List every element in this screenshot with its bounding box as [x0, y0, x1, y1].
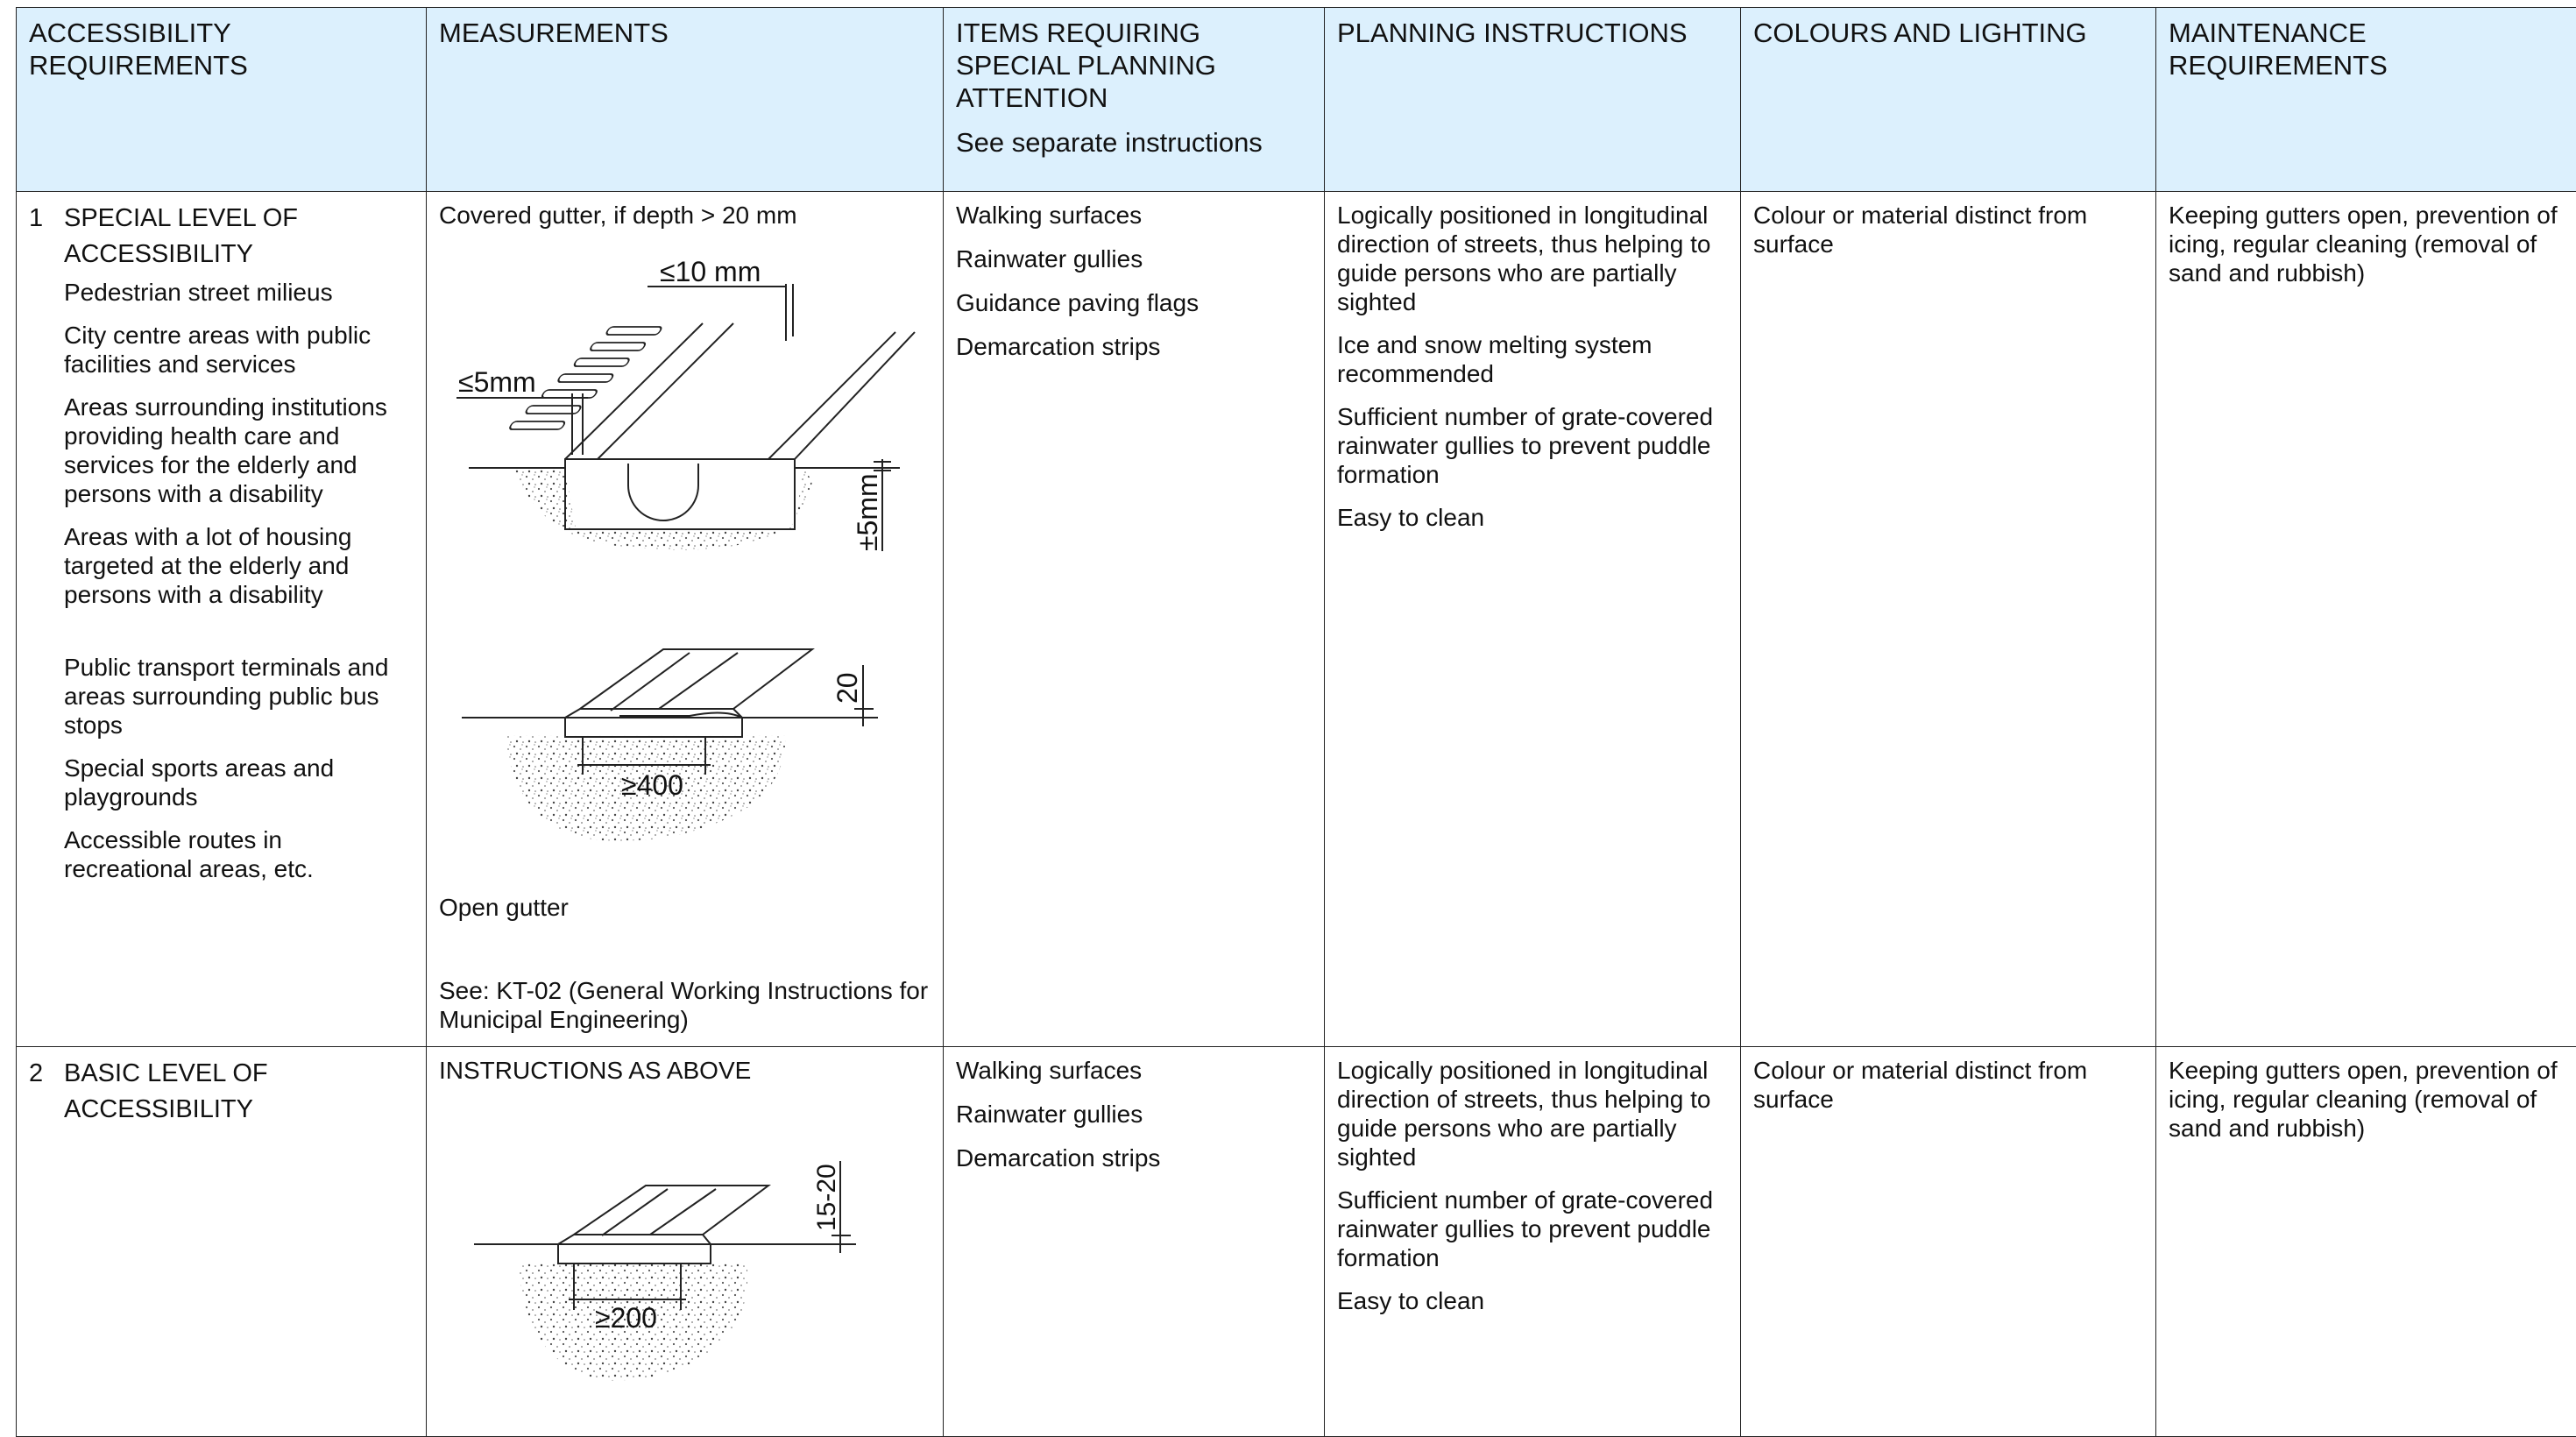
header-planning-instructions: PLANNING INSTRUCTIONS: [1325, 8, 1741, 192]
colours-text: Colour or material distinct from surface: [1741, 192, 2155, 258]
open-height-label: 15-20: [812, 1164, 841, 1231]
open-height-label: 20: [832, 672, 863, 704]
maintenance-text: Keeping gutters open, prevention of icing, regular cleaning (removal of sand and rubbish): [2156, 1047, 2576, 1143]
list-item: Special sports areas and playgrounds: [64, 754, 414, 811]
colours-text: Colour or material distinct from surface: [1741, 1047, 2155, 1114]
row-number: 1: [29, 201, 64, 273]
list-item: Ice and snow melting system recommended: [1337, 330, 1728, 388]
measurement-reference: See: KT-02 (General Working Instructions for Municipal Engineering): [439, 976, 930, 1034]
table-row-special-level: [17, 192, 2576, 1047]
list-item: Demarcation strips: [956, 1143, 1312, 1172]
planning-list: [1337, 1056, 1728, 1315]
items-cell: [944, 192, 1325, 1047]
list-item: Logically positioned in longitudinal direction of streets, thus helping to guide persons who are partially sighted: [1337, 201, 1728, 316]
covered-width-label: ≤10 mm: [660, 256, 761, 287]
list-item: Logically positioned in longitudinal direction of streets, thus helping to guide persons who are partially sighted: [1337, 1056, 1728, 1172]
row-number: 2: [29, 1056, 64, 1128]
table-row-basic-level: [17, 1047, 2576, 1437]
list-item: Accessible routes in recreational areas, etc.: [64, 825, 414, 883]
planning-cell: [1325, 192, 1741, 1047]
header-maintenance-requirements: MAINTENANCE REQUIREMENTS: [2156, 8, 2576, 192]
open-width-label: ≥200: [595, 1302, 657, 1334]
area-list: [64, 278, 414, 883]
level-title: SPECIAL LEVEL OF ACCESSIBILITY: [64, 201, 414, 273]
covered-edge-label: ≤5mm: [458, 366, 536, 398]
level-heading: [29, 201, 414, 273]
accessibility-table: [16, 7, 2576, 1437]
list-item: Areas surrounding institutions providing health care and services for the elderly and persons with a disability: [64, 393, 414, 508]
list-item: Areas with a lot of housing targeted at the elderly and persons with a disability: [64, 522, 414, 609]
maintenance-text: Keeping gutters open, prevention of icing, regular cleaning (removal of sand and rubbish): [2156, 192, 2576, 287]
covered-gutter-drawing: [456, 284, 915, 551]
planning-list: [1337, 201, 1728, 532]
list-item: Easy to clean: [1337, 503, 1728, 532]
list-item: Walking surfaces: [956, 201, 1312, 230]
list-item: Walking surfaces: [956, 1056, 1312, 1085]
list-item: Demarcation strips: [956, 332, 1312, 361]
header-accessibility-requirements: ACCESSIBILITY REQUIREMENTS: [17, 8, 427, 192]
maintenance-cell: [2156, 192, 2576, 1047]
header-items-note: See separate instructions: [956, 126, 1312, 159]
level-title: BASIC LEVEL OF ACCESSIBILITY: [64, 1056, 414, 1128]
header-row: [17, 8, 2576, 192]
list-item: Easy to clean: [1337, 1286, 1728, 1315]
colours-cell: [1741, 1047, 2156, 1437]
list-item: Guidance paving flags: [956, 288, 1312, 317]
header-measurements: MEASUREMENTS: [427, 8, 944, 192]
header-colours-lighting: COLOURS AND LIGHTING: [1741, 8, 2156, 192]
open-width-label: ≥400: [621, 769, 683, 801]
list-item: City centre areas with public facilities and services: [64, 321, 414, 379]
maintenance-cell: [2156, 1047, 2576, 1437]
measurements-cell: [427, 192, 944, 1047]
items-list: [956, 1056, 1312, 1172]
open-gutter-drawing: [462, 649, 878, 841]
list-item: Rainwater gullies: [956, 244, 1312, 273]
list-item: Rainwater gullies: [956, 1100, 1312, 1129]
planning-cell: [1325, 1047, 1741, 1437]
list-item: Public transport terminals and areas surrounding public bus stops: [64, 653, 414, 740]
list-item: Pedestrian street milieus: [64, 278, 414, 307]
list-item: Sufficient number of grate-covered rainwater gullies to prevent puddle formation: [1337, 402, 1728, 489]
measurement-caption: Open gutter: [439, 893, 569, 922]
header-items-title: ITEMS REQUIRING SPECIAL PLANNING ATTENTION: [956, 17, 1312, 114]
list-item: Sufficient number of grate-covered rainwater gullies to prevent puddle formation: [1337, 1186, 1728, 1272]
colours-cell: [1741, 192, 2156, 1047]
open-gutter-basic-drawing: [427, 1047, 942, 1436]
items-list: [956, 201, 1312, 361]
header-items-special-attention: [944, 8, 1325, 192]
measurements-cell: [427, 1047, 944, 1437]
requirements-cell: [17, 192, 427, 1047]
covered-level-label: ±5mm: [852, 473, 883, 551]
measurement-title: Covered gutter, if depth > 20 mm: [439, 201, 797, 230]
level-heading: [29, 1056, 414, 1128]
requirements-cell: [17, 1047, 427, 1437]
items-cell: [944, 1047, 1325, 1437]
measurement-title: INSTRUCTIONS AS ABOVE: [439, 1056, 751, 1085]
